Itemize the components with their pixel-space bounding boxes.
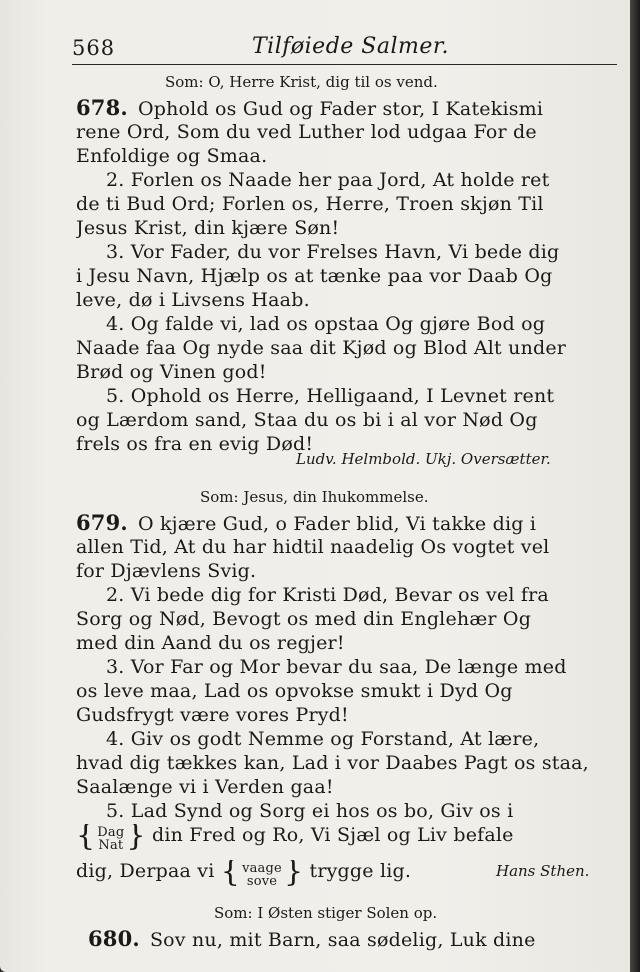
- hymn-line: med din Aand du os regjer!: [76, 632, 345, 654]
- hymn-line: Enfoldige og Smaa.: [76, 145, 268, 167]
- hymn-line: Saalænge vi i Verden gaa!: [76, 776, 334, 798]
- hymn-line: Jesus Krist, din kjære Søn!: [76, 217, 340, 239]
- hymn-line: 3. Vor Fader, du vor Frelses Havn, Vi bede dig: [106, 241, 560, 263]
- hymn-line-with-brace: { Dag Nat } din Fred og Ro, Vi Sjæl og Liv befale: [76, 824, 514, 852]
- hymn-line: 4. Giv os godt Nemme og Forstand, At lære,: [106, 728, 540, 750]
- hymn-number: 678.: [76, 97, 128, 120]
- hymn-line: Gudsfrygt være vores Pryd!: [76, 704, 349, 726]
- hymn-line: allen Tid, At du har hidtil naadelig Os vogtet vel: [76, 536, 550, 558]
- hymn-line-with-brace: dig, Derpaa vi { vaage sove } trygge lig.: [76, 860, 412, 888]
- hymn-line: frels os fra en evig Død!: [76, 433, 314, 455]
- hymn-line: i Jesu Navn, Hjælp os at tænke paa vor Daab Og: [76, 265, 553, 287]
- hymn-678-tune: Som: O, Herre Krist, dig til os vend.: [165, 73, 438, 91]
- hymn-line: 2. Forlen os Naade her paa Jord, At holde ret: [106, 169, 550, 191]
- hymn-line: og Lærdom sand, Staa du os bi i al vor Nød Og: [76, 409, 538, 431]
- day-night-stack: Dag Nat: [97, 825, 125, 852]
- hymn-line: 3. Vor Far og Mor bevar du saa, De længe med: [106, 656, 567, 678]
- wake-sleep-stack: vaage sove: [242, 861, 282, 888]
- hymn-678-attribution: Ludv. Helmbold. Ukj. Oversætter.: [296, 450, 551, 468]
- hymn-line: de ti Bud Ord; Forlen os, Herre, Troen skjøn Til: [76, 193, 544, 215]
- hymn-line: hvad dig tækkes kan, Lad i vor Daabes Pagt os staa,: [76, 752, 589, 774]
- header-rule: [72, 64, 617, 65]
- page-header: [72, 34, 617, 68]
- hymn-line: 5. Lad Synd og Sorg ei hos os bo, Giv os i: [106, 800, 514, 822]
- book-spine-edge: [630, 0, 640, 972]
- hymn-line: os leve maa, Lad os opvokse smukt i Dyd Og: [76, 680, 513, 702]
- hymn-680-line-1: 680. Sov nu, mit Barn, saa sødelig, Luk dine: [88, 928, 536, 951]
- hymn-679-attribution: Hans Sthen.: [496, 862, 590, 880]
- hymn-line: 4. Og falde vi, lad os opstaa Og gjøre Bod og: [106, 313, 546, 335]
- hymn-678-line-1: 678. Ophold os Gud og Fader stor, I Katekismi: [76, 97, 544, 120]
- hymn-line: 2. Vi bede dig for Kristi Død, Bevar os vel fra: [106, 584, 549, 606]
- hymn-line: 5. Ophold os Herre, Helligaand, I Levnet rent: [106, 385, 555, 407]
- hymn-line: rene Ord, Som du ved Luther lod udgaa For de: [76, 121, 537, 143]
- hymn-line: leve, dø i Livsens Haab.: [76, 289, 310, 311]
- hymn-679-line-1: 679. O kjære Gud, o Fader blid, Vi takke dig i: [76, 512, 537, 535]
- hymn-line: Sorg og Nød, Bevogt os med din Englehær Og: [76, 608, 532, 630]
- hymn-line: for Djævlens Svig.: [76, 560, 257, 582]
- hymn-line: Brød og Vinen god!: [76, 361, 267, 383]
- hymn-680-tune: Som: I Østen stiger Solen op.: [214, 904, 438, 922]
- hymn-number: 680.: [88, 928, 140, 951]
- page-number: 568: [72, 36, 116, 60]
- hymn-number: 679.: [76, 512, 128, 535]
- running-title: Tilføiede Salmer.: [252, 34, 449, 59]
- hymn-line: Naade faa Og nyde saa dit Kjød og Blod Alt under: [76, 337, 567, 359]
- hymn-679-tune: Som: Jesus, din Ihukommelse.: [200, 488, 429, 506]
